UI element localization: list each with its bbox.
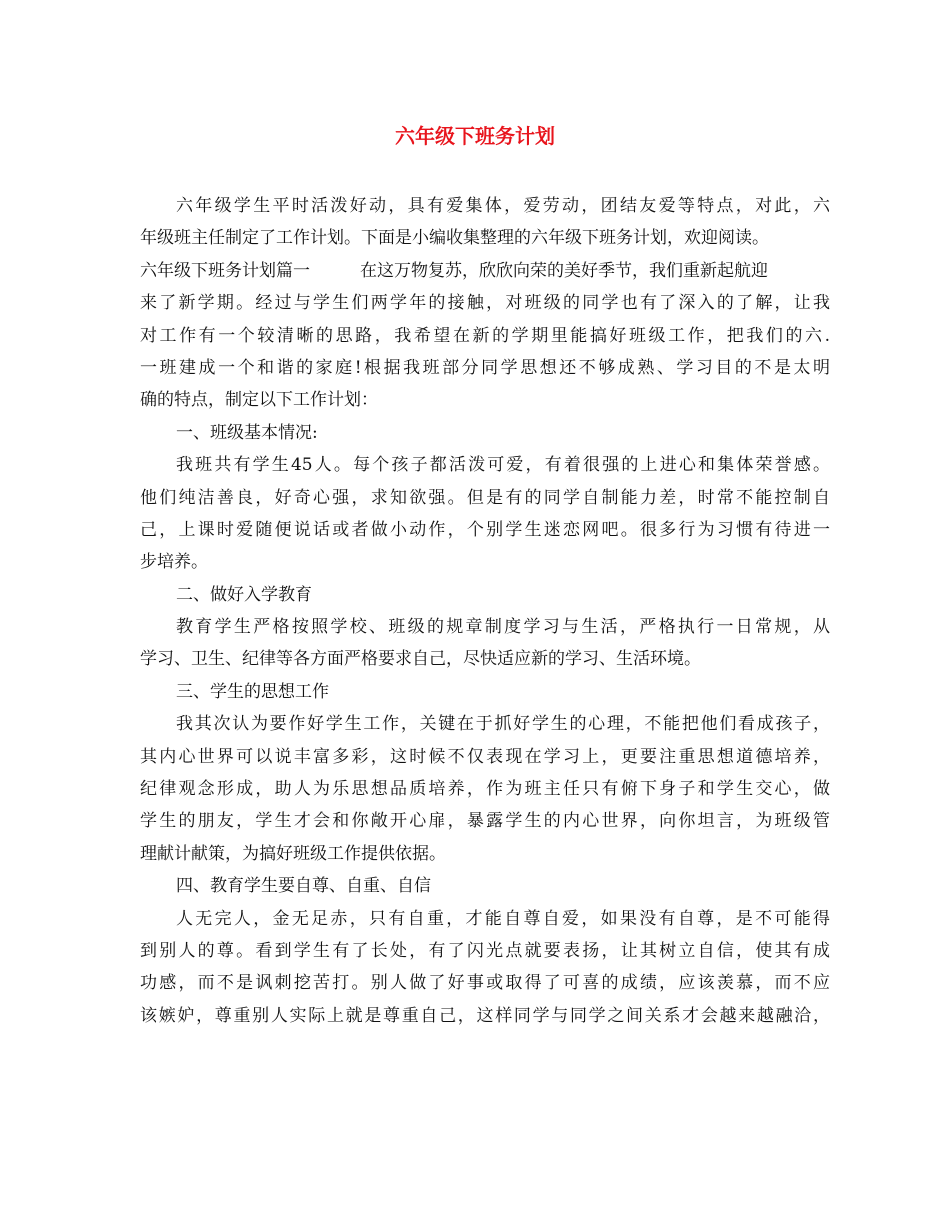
text-fragment: 在这万物复苏，欣欣向荣的美好季节，我们重新起航迎: [360, 260, 768, 281]
section-heading: 二、做好入学教育: [176, 584, 312, 605]
text-line: 六年级学生平时活泼好动，具有爱集体，爱劳动，团结友爱等特点，对此，六: [176, 196, 830, 216]
text-line: 纪律观念形成，助人为乐思想品质培养，作为班主任只有俯下身子和学生交心，做: [140, 779, 830, 800]
section-heading: 三、学生的思想工作: [176, 681, 329, 702]
text-line: 确的特点，制定以下工作计划：: [140, 390, 378, 411]
text-line: 我其次认为要作好学生工作，关键在于抓好学生的心理，不能把他们看成孩子，: [176, 714, 830, 735]
section-heading: 四、教育学生要自尊、自重、自信: [176, 876, 431, 897]
text-line: 该嫉妒，尊重别人实际上就是尊重自己，这样同学与同学之间关系才会越来越融洽，: [140, 1005, 830, 1026]
text-line: 学习、卫生、纪律等各方面严格要求自己，尽快适应新的学习、生活环境。: [140, 649, 701, 670]
text-line: 一班建成一个和谐的家庭!根据我班部分同学思想还不够成熟、学习目的不是太明: [140, 357, 830, 378]
document-title: 六年级下班务计划: [395, 124, 555, 148]
text-line-composite: [140, 255, 830, 287]
text-line: 步培养。: [140, 552, 208, 573]
document-body: [140, 190, 830, 1032]
section-heading: 一、班级基本情况:: [176, 422, 318, 443]
section-heading: 六年级下班务计划篇一: [140, 260, 310, 281]
text-line: 他们纯洁善良，好奇心强，求知欲强。但是有的同学自制能力差，时常不能控制自: [140, 487, 830, 508]
text-line: 其内心世界可以说丰富多彩，这时候不仅表现在学习上，更要注重思想道德培养，: [140, 746, 830, 767]
text-line: 对工作有一个较清晰的思路，我希望在新的学期里能搞好班级工作，把我们的六.: [140, 325, 830, 346]
text-line: 来了新学期。经过与学生们两学年的接触，对班级的同学也有了深入的了解，让我: [140, 293, 830, 314]
text-line: 学生的朋友，学生才会和你敞开心扉，暴露学生的内心世界，向你坦言，为班级管: [140, 811, 830, 832]
text-line: 人无完人，金无足赤，只有自重，才能自尊自爱，如果没有自尊，是不可能得: [176, 908, 830, 929]
text-line: 己，上课时爱随便说话或者做小动作，个别学生迷恋网吧。很多行为习惯有待进一: [140, 519, 830, 540]
text-line: 年级班主任制定了工作计划。下面是小编收集整理的六年级下班务计划，欢迎阅读。: [140, 228, 769, 249]
text-line: 我班共有学生45人。每个孩子都活泼可爱，有着很强的上进心和集体荣誉感。: [176, 455, 830, 476]
text-line: 功感，而不是讽刺挖苦打。别人做了好事或取得了可喜的成绩，应该羡慕，而不应: [140, 973, 830, 994]
text-line: 到别人的尊。看到学生有了长处，有了闪光点就要表扬，让其树立自信，使其有成: [140, 940, 830, 961]
text-line: 教育学生严格按照学校、班级的规章制度学习与生活，严格执行一日常规，从: [176, 617, 830, 638]
text-line: 理献计献策，为搞好班级工作提供依据。: [140, 843, 446, 864]
